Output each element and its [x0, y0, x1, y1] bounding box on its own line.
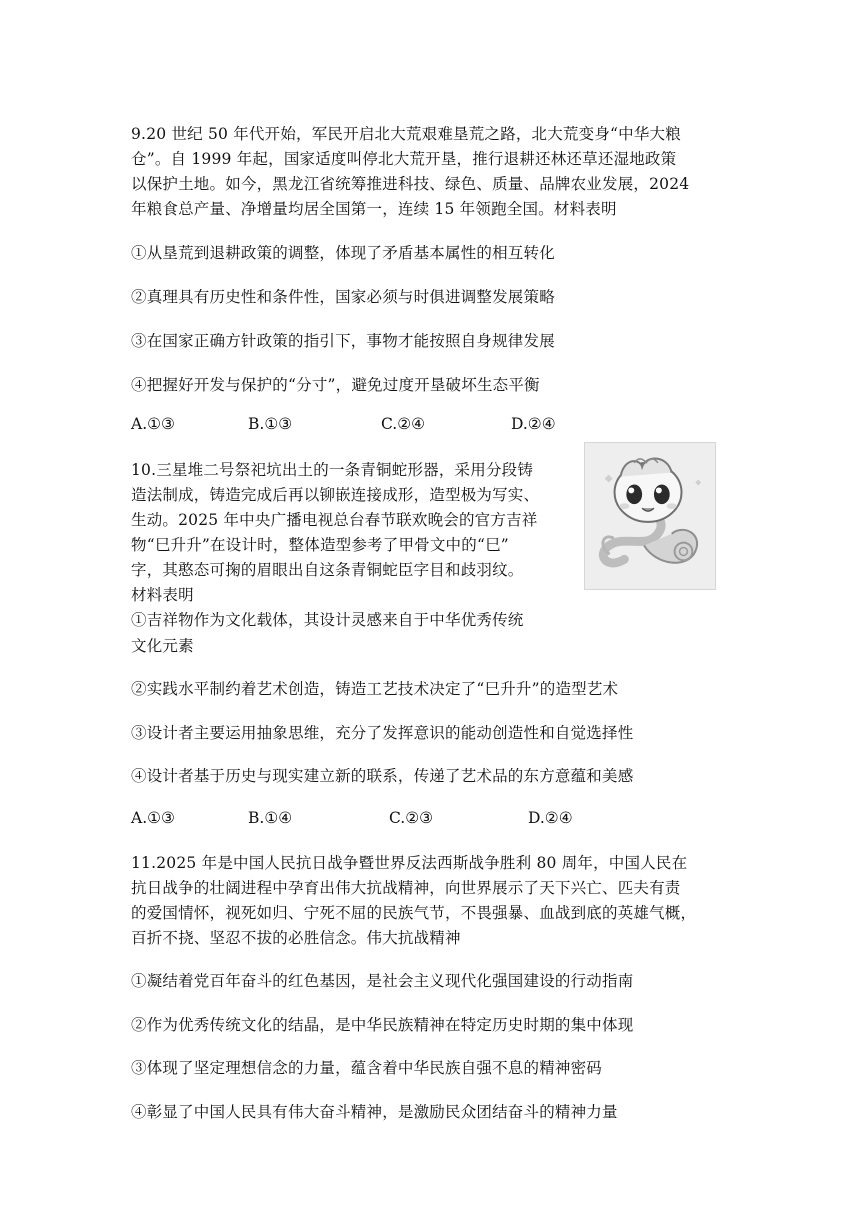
q10-stem-line: 字，其憨态可掬的眉眼出自这条青铜蛇臣字目和歧羽纹。 [131, 561, 524, 579]
q9-statement-3: ③在国家正确方针政策的指引下，事物才能按照自身规律发展 [131, 332, 555, 350]
q11-stem-line: 11.2025 年是中国人民抗日战争暨世界反法西斯战争胜利 80 周年，中国人民在 [131, 854, 688, 872]
q9-stem-line: 仓”。自 1999 年起，国家适度叫停北大荒开垦，推行退耕还林还草还湿地政策 [131, 150, 677, 168]
q9-statement-1: ①从垦荒到退耕政策的调整，体现了矛盾基本属性的相互转化 [131, 244, 555, 262]
q9-option-b[interactable]: B.①③ [248, 415, 293, 433]
q10-option-c[interactable]: C.②③ [389, 809, 434, 827]
q9-stem-line: 以保护土地。如今，黑龙江省统筹推进科技、绿色、质量、品牌农业发展，2024 [131, 175, 690, 193]
q11-statement-3: ③体现了坚定理想信念的力量，蕴含着中华民族自强不息的精神密码 [131, 1059, 603, 1077]
q10-option-d[interactable]: D.②④ [528, 809, 573, 827]
q11-statement-2: ②作为优秀传统文化的结晶，是中华民族精神在特定历史时期的集中体现 [131, 1016, 634, 1034]
q9-option-d[interactable]: D.②④ [511, 415, 556, 433]
q9-option-a[interactable]: A.①③ [131, 415, 175, 433]
q10-stem-line: 10.三星堆二号祭祀坑出土的一条青铜蛇形器，采用分段铸 [131, 461, 534, 479]
q10-stem-line: 物“巳升升”在设计时，整体造型参考了甲骨文中的“巳” [131, 536, 509, 554]
q9-statement-4: ④把握好开发与保护的“分寸”，避免过度开垦破坏生态平衡 [131, 376, 540, 394]
q9-statement-2: ②真理具有历史性和条件性，国家必须与时俱进调整发展策略 [131, 288, 555, 306]
q9-option-c[interactable]: C.②④ [381, 415, 426, 433]
q11-stem-line: 抗日战争的壮阔进程中孕育出伟大抗战精神，向世界展示了天下兴亡、匹夫有责 [131, 879, 681, 897]
q11-stem-line: 的爱国情怀，视死如归、宁死不屈的民族气节，不畏强暴、血战到底的英雄气概， [131, 904, 697, 922]
snake-mascot-icon [585, 443, 715, 589]
q10-statement-4: ④设计者基于历史与现实建立新的联系，传递了艺术品的东方意蕴和美感 [131, 767, 634, 785]
q10-stem-line: 生动。2025 年中央广播电视总台春节联欢晚会的官方吉祥 [131, 511, 538, 529]
q10-statement-3: ③设计者主要运用抽象思维，充分了发挥意识的能动创造性和自觉选择性 [131, 724, 634, 742]
q10-stem-line: 材料表明 [131, 586, 194, 604]
q11-statement-1: ①凝结着党百年奋斗的红色基因，是社会主义现代化强国建设的行动指南 [131, 972, 634, 990]
q11-statement-4: ④彰显了中国人民具有伟大奋斗精神，是激励民众团结奋斗的精神力量 [131, 1103, 618, 1121]
q10-statement-2: ②实践水平制约着艺术创造，铸造工艺技术决定了“巳升升”的造型艺术 [131, 680, 619, 698]
q11-stem-line: 百折不挠、坚忍不拔的必胜信念。伟大抗战精神 [131, 929, 461, 947]
q9-stem-line: 年粮食总产量、净增量均居全国第一，连续 15 年领跑全国。材料表明 [131, 200, 617, 218]
q10-option-a[interactable]: A.①③ [131, 809, 175, 827]
q10-stem-line: 造法制成，铸造完成后再以铆嵌连接成形，造型极为写实、 [131, 486, 540, 504]
q10-statement-1-cont: 文化元素 [131, 637, 194, 655]
snake-mascot-image [584, 442, 716, 590]
q10-option-b[interactable]: B.①④ [248, 809, 293, 827]
q9-stem-line: 9.20 世纪 50 年代开始，军民开启北大荒艰难垦荒之路，北大荒变身“中华大粮 [131, 125, 681, 143]
q10-statement-1: ①吉祥物作为文化载体，其设计灵感来自于中华优秀传统 [131, 611, 524, 629]
